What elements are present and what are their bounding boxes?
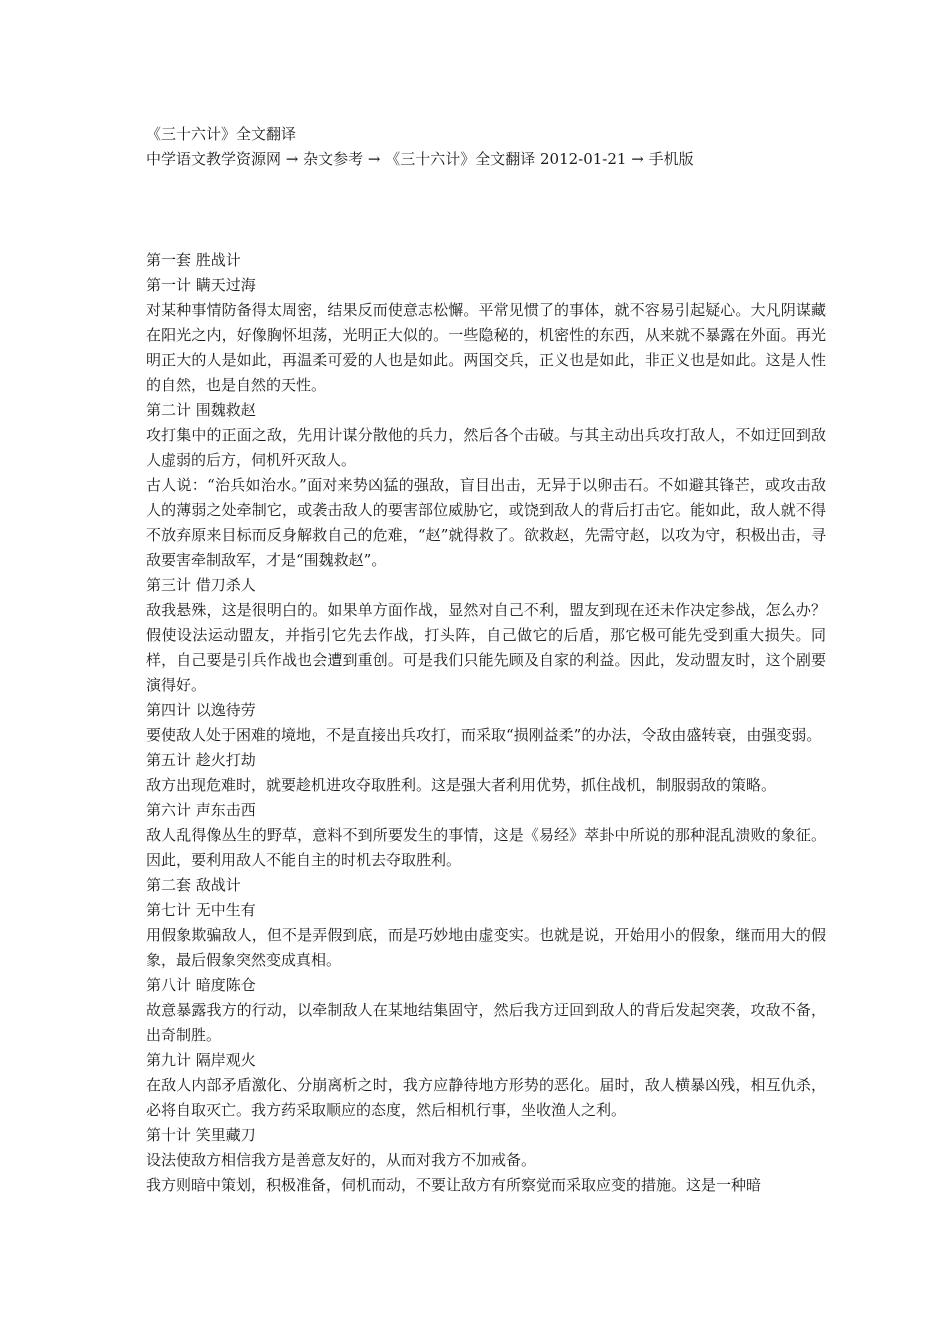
paragraph: 要使敌人处于困难的境地，不是直接出兵攻打，而采取“损刚益柔”的办法，令敌由盛转衰，由强变弱。 bbox=[146, 726, 822, 744]
paragraph: 敌人乱得像丛生的野草，意料不到所要发生的事情，这是《易经》萃卦中所说的那种混乱溃败的象征。因此，要利用敌人不能自主的时机去夺取胜利。 bbox=[146, 826, 826, 869]
stratagem-heading: 第二计 围魏救赵 bbox=[146, 401, 256, 419]
stratagem-heading: 第八计 暗度陈仓 bbox=[146, 976, 256, 994]
stratagem-heading: 第四计 以逸待劳 bbox=[146, 701, 256, 719]
stratagem-heading: 第一计 瞒天过海 bbox=[146, 276, 256, 294]
stratagem-heading: 第九计 隔岸观火 bbox=[146, 1051, 256, 1069]
stratagem-heading: 第十计 笑里藏刀 bbox=[146, 1126, 256, 1144]
paragraph: 故意暴露我方的行动，以牵制敌人在某地结集固守，然后我方迂回到敌人的背后发起突袭，攻敌不备，出奇制胜。 bbox=[146, 1001, 826, 1044]
paragraph: 敌方出现危难时，就要趁机进攻夺取胜利。这是强大者利用优势，抓住战机，制服弱敌的策略。 bbox=[146, 776, 777, 794]
set-heading: 第二套 敌战计 bbox=[146, 876, 241, 894]
paragraph: 敌我悬殊，这是很明白的。如果单方面作战，显然对自己不利，盟友到现在还未作决定参战，怎么办？假使设法运动盟友，并指引它先去作战，打头阵，自己做它的后盾，那它极可能先受到重大损失。同样，自己要是引兵作战也会遭到重创。可是我们只能先顾及自家的利益。因此，发动盟友时，这个剧要演得好。 bbox=[146, 601, 826, 694]
paragraph: 设法使敌方相信我方是善意友好的，从而对我方不加戒备。 bbox=[146, 1151, 537, 1169]
document-page bbox=[146, 122, 826, 1198]
stratagem-heading: 第三计 借刀杀人 bbox=[146, 576, 256, 594]
paragraph: 对某种事情防备得太周密，结果反而使意志松懈。平常见惯了的事体，就不容易引起疑心。大凡阴谋藏在阳光之内，好像胸怀坦荡，光明正大似的。一些隐秘的，机密性的东西，从来就不暴露在外面。再光明正大的人是如此，再温柔可爱的人也是如此。两国交兵，正义也是如此，非正义也是如此。这是人性的自然，也是自然的天性。 bbox=[146, 301, 826, 394]
stratagem-heading: 第五计 趁火打劫 bbox=[146, 751, 256, 769]
stratagem-heading: 第六计 声东击西 bbox=[146, 801, 256, 819]
document-body bbox=[146, 248, 826, 1198]
breadcrumb: 中学语文教学资源网 → 杂文参考 → 《三十六计》全文翻译 2012-01-21 → 手机版 bbox=[146, 150, 694, 168]
paragraph: 用假象欺骗敌人，但不是弄假到底，而是巧妙地由虚变实。也就是说，开始用小的假象，继而用大的假象，最后假象突然变成真相。 bbox=[146, 926, 826, 969]
document-title: 《三十六计》全文翻译 bbox=[146, 125, 297, 143]
stratagem-heading: 第七计 无中生有 bbox=[146, 901, 256, 919]
paragraph: 古人说：“治兵如治水。”面对来势凶猛的强敌，盲目出击，无异于以卵击石。不如避其锋芒，或攻击敌人的薄弱之处牵制它，或袭击敌人的要害部位威胁它，或饶到敌人的背后打击它。能如此，敌人就不得不放弃原来目标而反身解救自己的危难，“赵”就得救了。欲救赵，先需守赵，以攻为守，积极出击，寻敌要害牵制敌军，才是“围魏救赵”。 bbox=[146, 476, 826, 569]
paragraph: 我方则暗中策划，积极准备，伺机而动，不要让敌方有所察觉而采取应变的措施。这是一种暗 bbox=[146, 1176, 762, 1194]
document-header bbox=[146, 122, 826, 172]
paragraph: 在敌人内部矛盾激化、分崩离析之时，我方应静待地方形势的恶化。届时，敌人横暴凶残，相互仇杀，必将自取灭亡。我方药采取顺应的态度，然后相机行事，坐收渔人之利。 bbox=[146, 1076, 826, 1119]
set-heading: 第一套 胜战计 bbox=[146, 251, 241, 269]
paragraph: 攻打集中的正面之敌，先用计谋分散他的兵力，然后各个击破。与其主动出兵攻打敌人，不如迂回到敌人虚弱的后方，伺机歼灭敌人。 bbox=[146, 426, 826, 469]
